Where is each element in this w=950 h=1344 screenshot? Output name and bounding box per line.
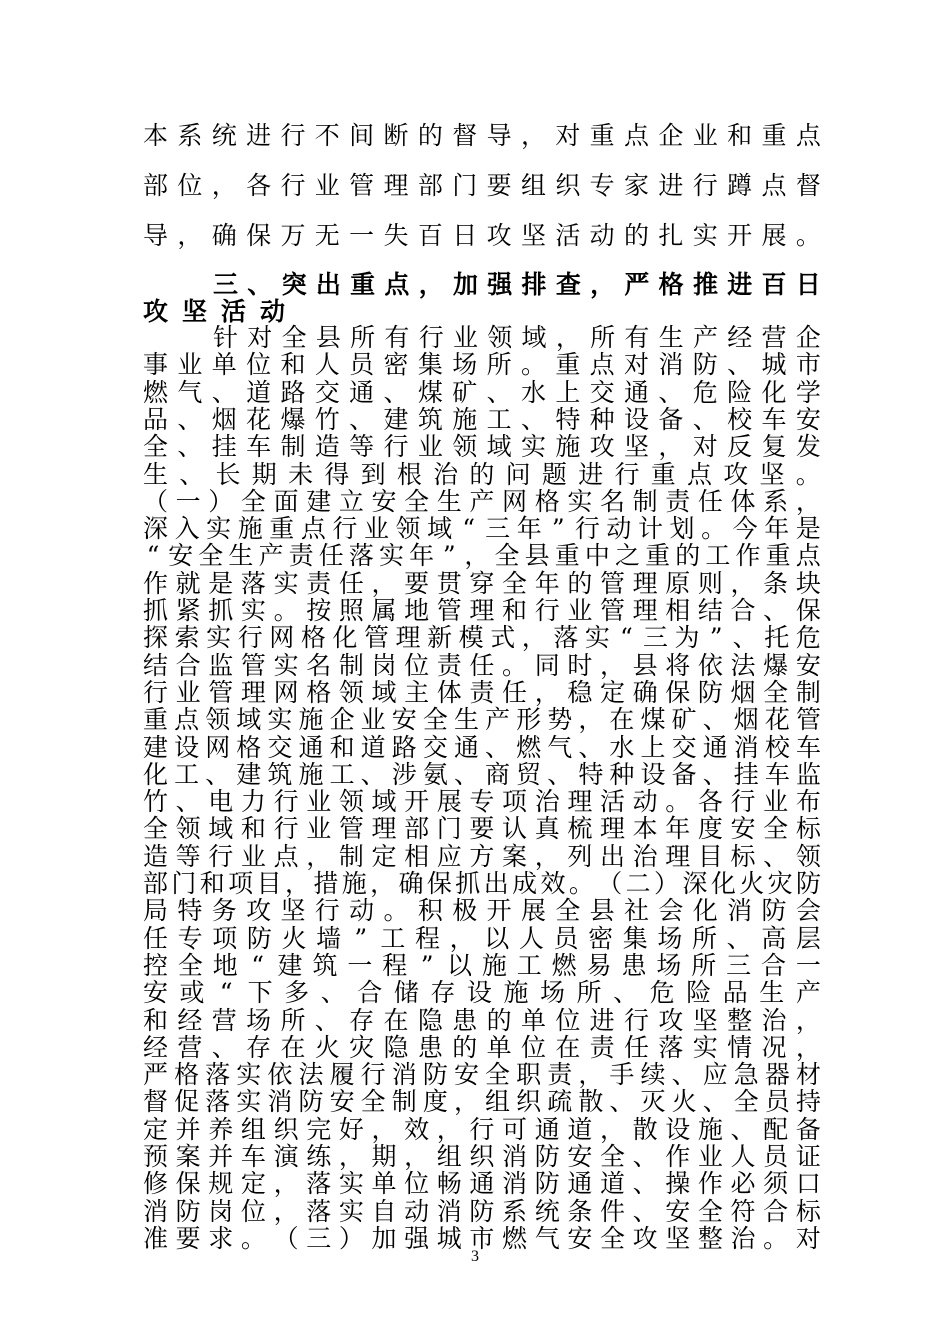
- body-line: 督 促 落 实 消 防 安 全 制 度 ， 组 织 疏 散 、 灭 火 、 全 员 持: [143, 1087, 821, 1116]
- body-line: 品 、 烟 花 爆 竹 、 建 筑 施 工 、 特 种 设 备 、 校 车 安: [143, 405, 821, 434]
- body-line: 化 工 、 建 筑 施 工 、 涉 氨 、 商 贸 、 特 种 设 备 、 挂 车 监: [143, 760, 821, 789]
- body-line: 建 设 网 格 交 通 和 道 路 交 通 、 燃 气 、 水 上 交 通 消 校 车: [143, 733, 821, 762]
- body-line: 燃 气 、 道 路 交 通 、 煤 矿 、 水 上 交 通 、 危 险 化 学: [143, 378, 821, 407]
- body-line: 修 保 规 定 ， 落 实 单 位 畅 通 消 防 通 道 、 操 作 必 须 口: [143, 1169, 821, 1198]
- body-line: 安 或 “ 下 多 、 合 储 存 设 施 场 所 、 危 险 品 生 产: [143, 978, 821, 1007]
- body-line: 控 全 地 “ 建 筑 一 程 ” 以 施 工 燃 易 患 场 所 三 合 一: [143, 951, 821, 980]
- intro-line: 部 位 ， 各 行 业 管 理 部 门 要 组 织 专 家 进 行 蹲 点 督: [143, 171, 821, 200]
- body-line: 生 、 长 期 未 得 到 根 治 的 问 题 进 行 重 点 攻 坚 。: [143, 460, 821, 489]
- body-line: 准 要 求 。 （ 三 ） 加 强 城 市 燃 气 安 全 攻 坚 整 治 。 对: [143, 1224, 821, 1253]
- body-line: 消 防 岗 位 ， 落 实 自 动 消 防 系 统 条 件 、 安 全 符 合 标: [143, 1197, 821, 1226]
- section-heading-line: 攻 坚 活 动: [143, 297, 286, 326]
- body-line: 预 案 并 车 演 练 ， 期 ， 组 织 消 防 安 全 、 作 业 人 员 证: [143, 1142, 821, 1171]
- body-line: 深 入 实 施 重 点 行 业 领 域 “ 三 年 ” 行 动 计 划 。 今 年 是: [143, 514, 821, 543]
- body-line: 结 合 监 管 实 名 制 岗 位 责 任 。 同 时 ， 县 将 依 法 爆 安: [143, 651, 821, 680]
- body-line: “ 安 全 生 产 责 任 落 实 年 ” ， 全 县 重 中 之 重 的 工 作 重 点: [146, 541, 821, 570]
- body-line: 局 特 务 攻 坚 行 动 。 积 极 开 展 全 县 社 会 化 消 防 会: [143, 896, 821, 925]
- page-number: 3: [471, 1248, 479, 1265]
- body-line: 重 点 领 域 实 施 企 业 安 全 生 产 形 势 ， 在 煤 矿 、 烟 花 管: [143, 705, 821, 734]
- body-line: 探 索 实 行 网 格 化 管 理 新 模 式 ， 落 实 “ 三 为 ” 、 托 危: [143, 623, 821, 652]
- body-line: 抓 紧 抓 实 。 按 照 属 地 管 理 和 行 业 管 理 相 结 合 、 保: [143, 596, 821, 625]
- body-line: 和 经 营 场 所 、 存 在 隐 患 的 单 位 进 行 攻 坚 整 治 ，: [143, 1006, 821, 1035]
- body-line: 作 就 是 落 实 责 任 ， 要 贯 穿 全 年 的 管 理 原 则 ， 条 块: [143, 569, 821, 598]
- body-line: 定 并 养 组 织 完 好 ， 效 ， 行 可 通 道 ， 散 设 施 、 配 备: [143, 1115, 821, 1144]
- body-line: 竹 、 电 力 行 业 领 域 开 展 专 项 治 理 活 动 。 各 行 业 布: [143, 787, 821, 816]
- intro-line: 导 ， 确 保 万 无 一 失 百 日 攻 坚 活 动 的 扎 实 开 展 。: [143, 221, 821, 250]
- body-line: 经 营 、 存 在 火 灾 隐 患 的 单 位 在 责 任 落 实 情 况 ，: [143, 1033, 821, 1062]
- body-line: 造 等 行 业 点 ， 制 定 相 应 方 案 ， 列 出 治 理 目 标 、 领: [143, 842, 821, 871]
- body-line: 任 专 项 防 火 墙 ” 工 程 ， 以 人 员 密 集 场 所 、 高 层: [143, 924, 821, 953]
- body-line: 行 业 管 理 网 格 领 域 主 体 责 任 ， 稳 定 确 保 防 烟 全 制: [143, 678, 821, 707]
- body-line: 全 领 域 和 行 业 管 理 部 门 要 认 真 梳 理 本 年 度 安 全 标: [143, 814, 821, 843]
- intro-line: 本 系 统 进 行 不 间 断 的 督 导 ， 对 重 点 企 业 和 重 点: [143, 121, 821, 150]
- body-line: 事 业 单 位 和 人 员 密 集 场 所 。 重 点 对 消 防 、 城 市: [143, 350, 821, 379]
- body-line: （ 一 ） 全 面 建 立 安 全 生 产 网 格 实 名 制 责 任 体 系 ，: [143, 487, 821, 516]
- body-line: 严 格 落 实 依 法 履 行 消 防 安 全 职 责 ， 手 续 、 应 急 器 材: [143, 1060, 821, 1089]
- body-line: 针 对 全 县 所 有 行 业 领 域 ， 所 有 生 产 经 营 企: [213, 323, 821, 352]
- section-heading-line: 三 、 突 出 重 点 ， 加 强 排 查 ， 严 格 推 进 百 日: [213, 270, 821, 299]
- body-line: 全 、 挂 车 制 造 等 行 业 领 域 实 施 攻 坚 ， 对 反 复 发: [143, 432, 821, 461]
- body-line: 部 门 和 项 目 ， 措 施 ， 确 保 抓 出 成 效 。 （ 二 ） 深 化 火 灾 防: [143, 869, 821, 898]
